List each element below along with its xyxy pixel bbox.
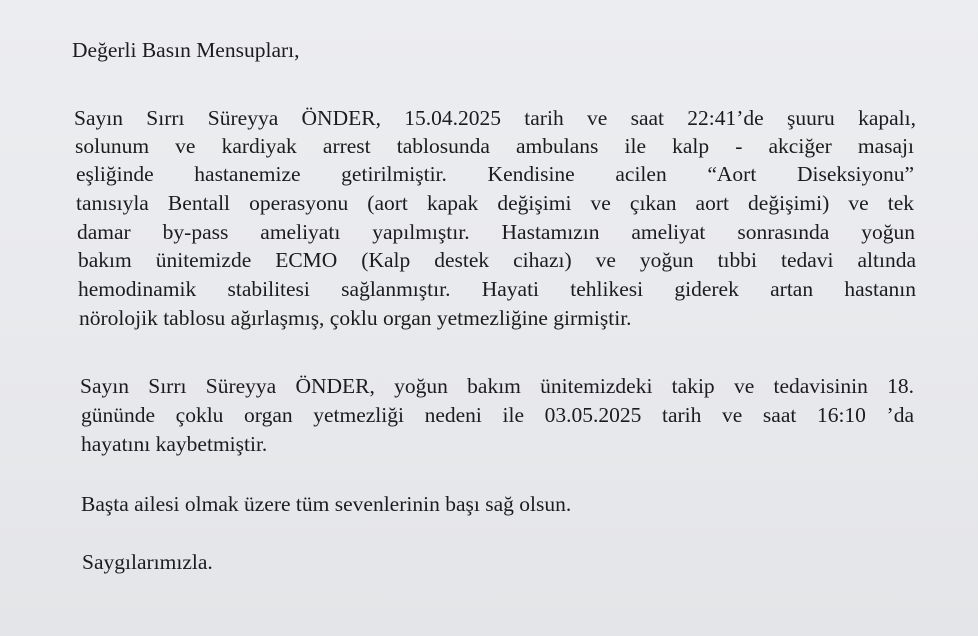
paragraph-1-line: eşliğinde hastanemize getirilmiştir. Kendisine acilen “Aort Diseksiyonu” [76,162,914,186]
paragraph-1-line: nörolojik tablosu ağırlaşmış, çoklu organ yetmezliğine girmiştir. [79,306,632,330]
paragraph-1-line: damar by-pass ameliyatı yapılmıştır. Hastamızın ameliyat sonrasında yoğun [77,220,915,244]
paragraph-1-line: tanısıyla Bentall operasyonu (aort kapak değişimi ve çıkan aort değişimi) ve tek [76,191,914,215]
paragraph-1-line: hemodinamik stabilitesi sağlanmıştır. Hayati tehlikesi giderek artan hastanın [78,277,916,301]
paragraph-1-line: bakım ünitemizde ECMO (Kalp destek cihazı) ve yoğun tıbbi tedavi altında [78,248,916,272]
closing-text: Saygılarımızla. [82,550,213,574]
paragraph-2-line: Sayın Sırrı Süreyya ÖNDER, yoğun bakım ünitemizdeki takip ve tedavisinin 18. [80,374,914,398]
condolence-text: Başta ailesi olmak üzere tüm sevenlerinin başı sağ olsun. [81,492,572,516]
paragraph-2-line: gününde çoklu organ yetmezliği nedeni ile 03.05.2025 tarih ve saat 16:10 ’da [81,403,914,427]
paragraph-2-line: hayatını kaybetmiştir. [81,432,268,456]
paragraph-1-line: solunum ve kardiyak arrest tablosunda ambulans ile kalp - akciğer masajı [75,134,914,158]
paragraph-1-line: Sayın Sırrı Süreyya ÖNDER, 15.04.2025 tarih ve saat 22:41’de şuuru kapalı, [74,106,916,130]
salutation: Değerli Basın Mensupları, [72,38,300,62]
